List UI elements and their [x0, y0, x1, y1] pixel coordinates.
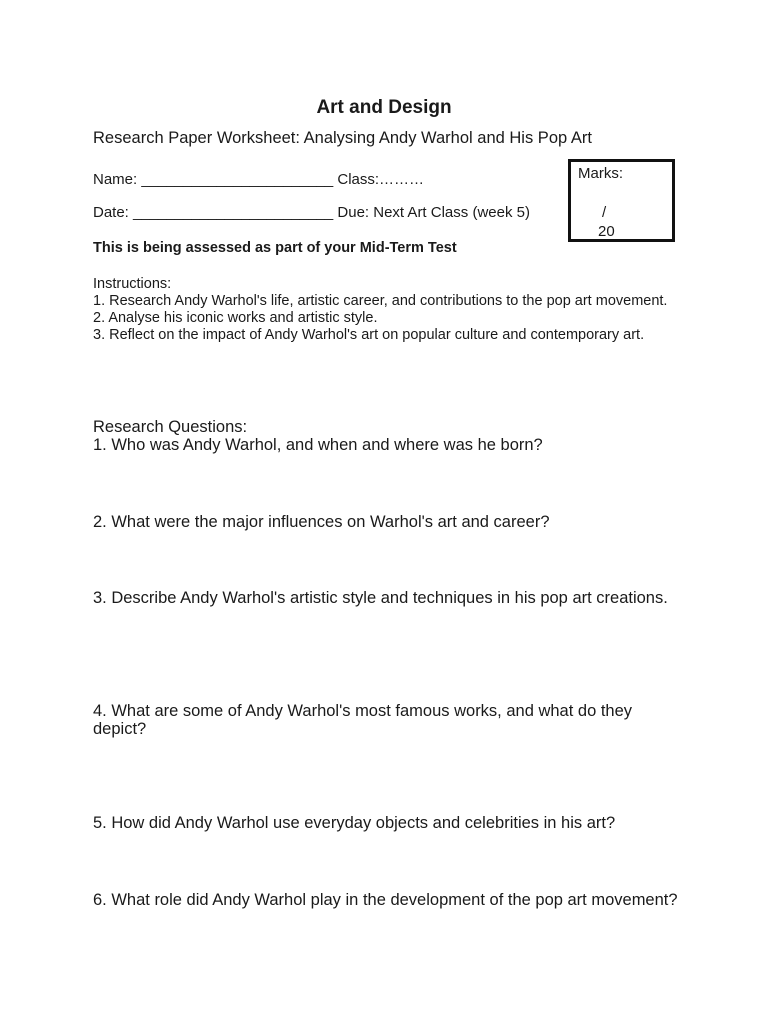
marks-slash: / — [602, 204, 607, 221]
instruction-item: 3. Reflect on the impact of Andy Warhol's art on popular culture and contemporary art. — [93, 327, 645, 343]
name-class-line: Name: _______________________ Class:……… — [93, 171, 425, 188]
instruction-item: 1. Research Andy Warhol's life, artistic career, and contributions to the pop art movement. — [93, 293, 668, 309]
instructions-section — [93, 276, 693, 344]
research-question: 4. What are some of Andy Warhol's most famous works, and what do they depict? — [93, 702, 633, 738]
date-due-line: Date: ________________________ Due: Next Art Class (week 5) — [93, 204, 530, 221]
research-question: 3. Describe Andy Warhol's artistic style and techniques in his pop art creations. — [93, 589, 668, 607]
research-question: 2. What were the major influences on Warhol's art and career? — [93, 513, 550, 531]
worksheet-subtitle: Research Paper Worksheet: Analysing Andy Warhol and His Pop Art — [93, 129, 592, 147]
marks-total: 20 — [598, 223, 615, 240]
instructions-heading: Instructions: — [93, 276, 172, 292]
instruction-item: 2. Analyse his iconic works and artistic style. — [93, 310, 378, 326]
research-question: 6. What role did Andy Warhol play in the development of the pop art movement? — [93, 891, 678, 909]
marks-label: Marks: — [578, 165, 623, 182]
page-title: Art and Design — [316, 97, 452, 118]
research-question: 1. Who was Andy Warhol, and when and where was he born? — [93, 436, 543, 454]
research-questions-heading: Research Questions: — [93, 418, 248, 436]
research-question: 5. How did Andy Warhol use everyday objects and celebrities in his art? — [93, 814, 616, 832]
assessment-note: This is being assessed as part of your Mid-Term Test — [93, 240, 457, 256]
